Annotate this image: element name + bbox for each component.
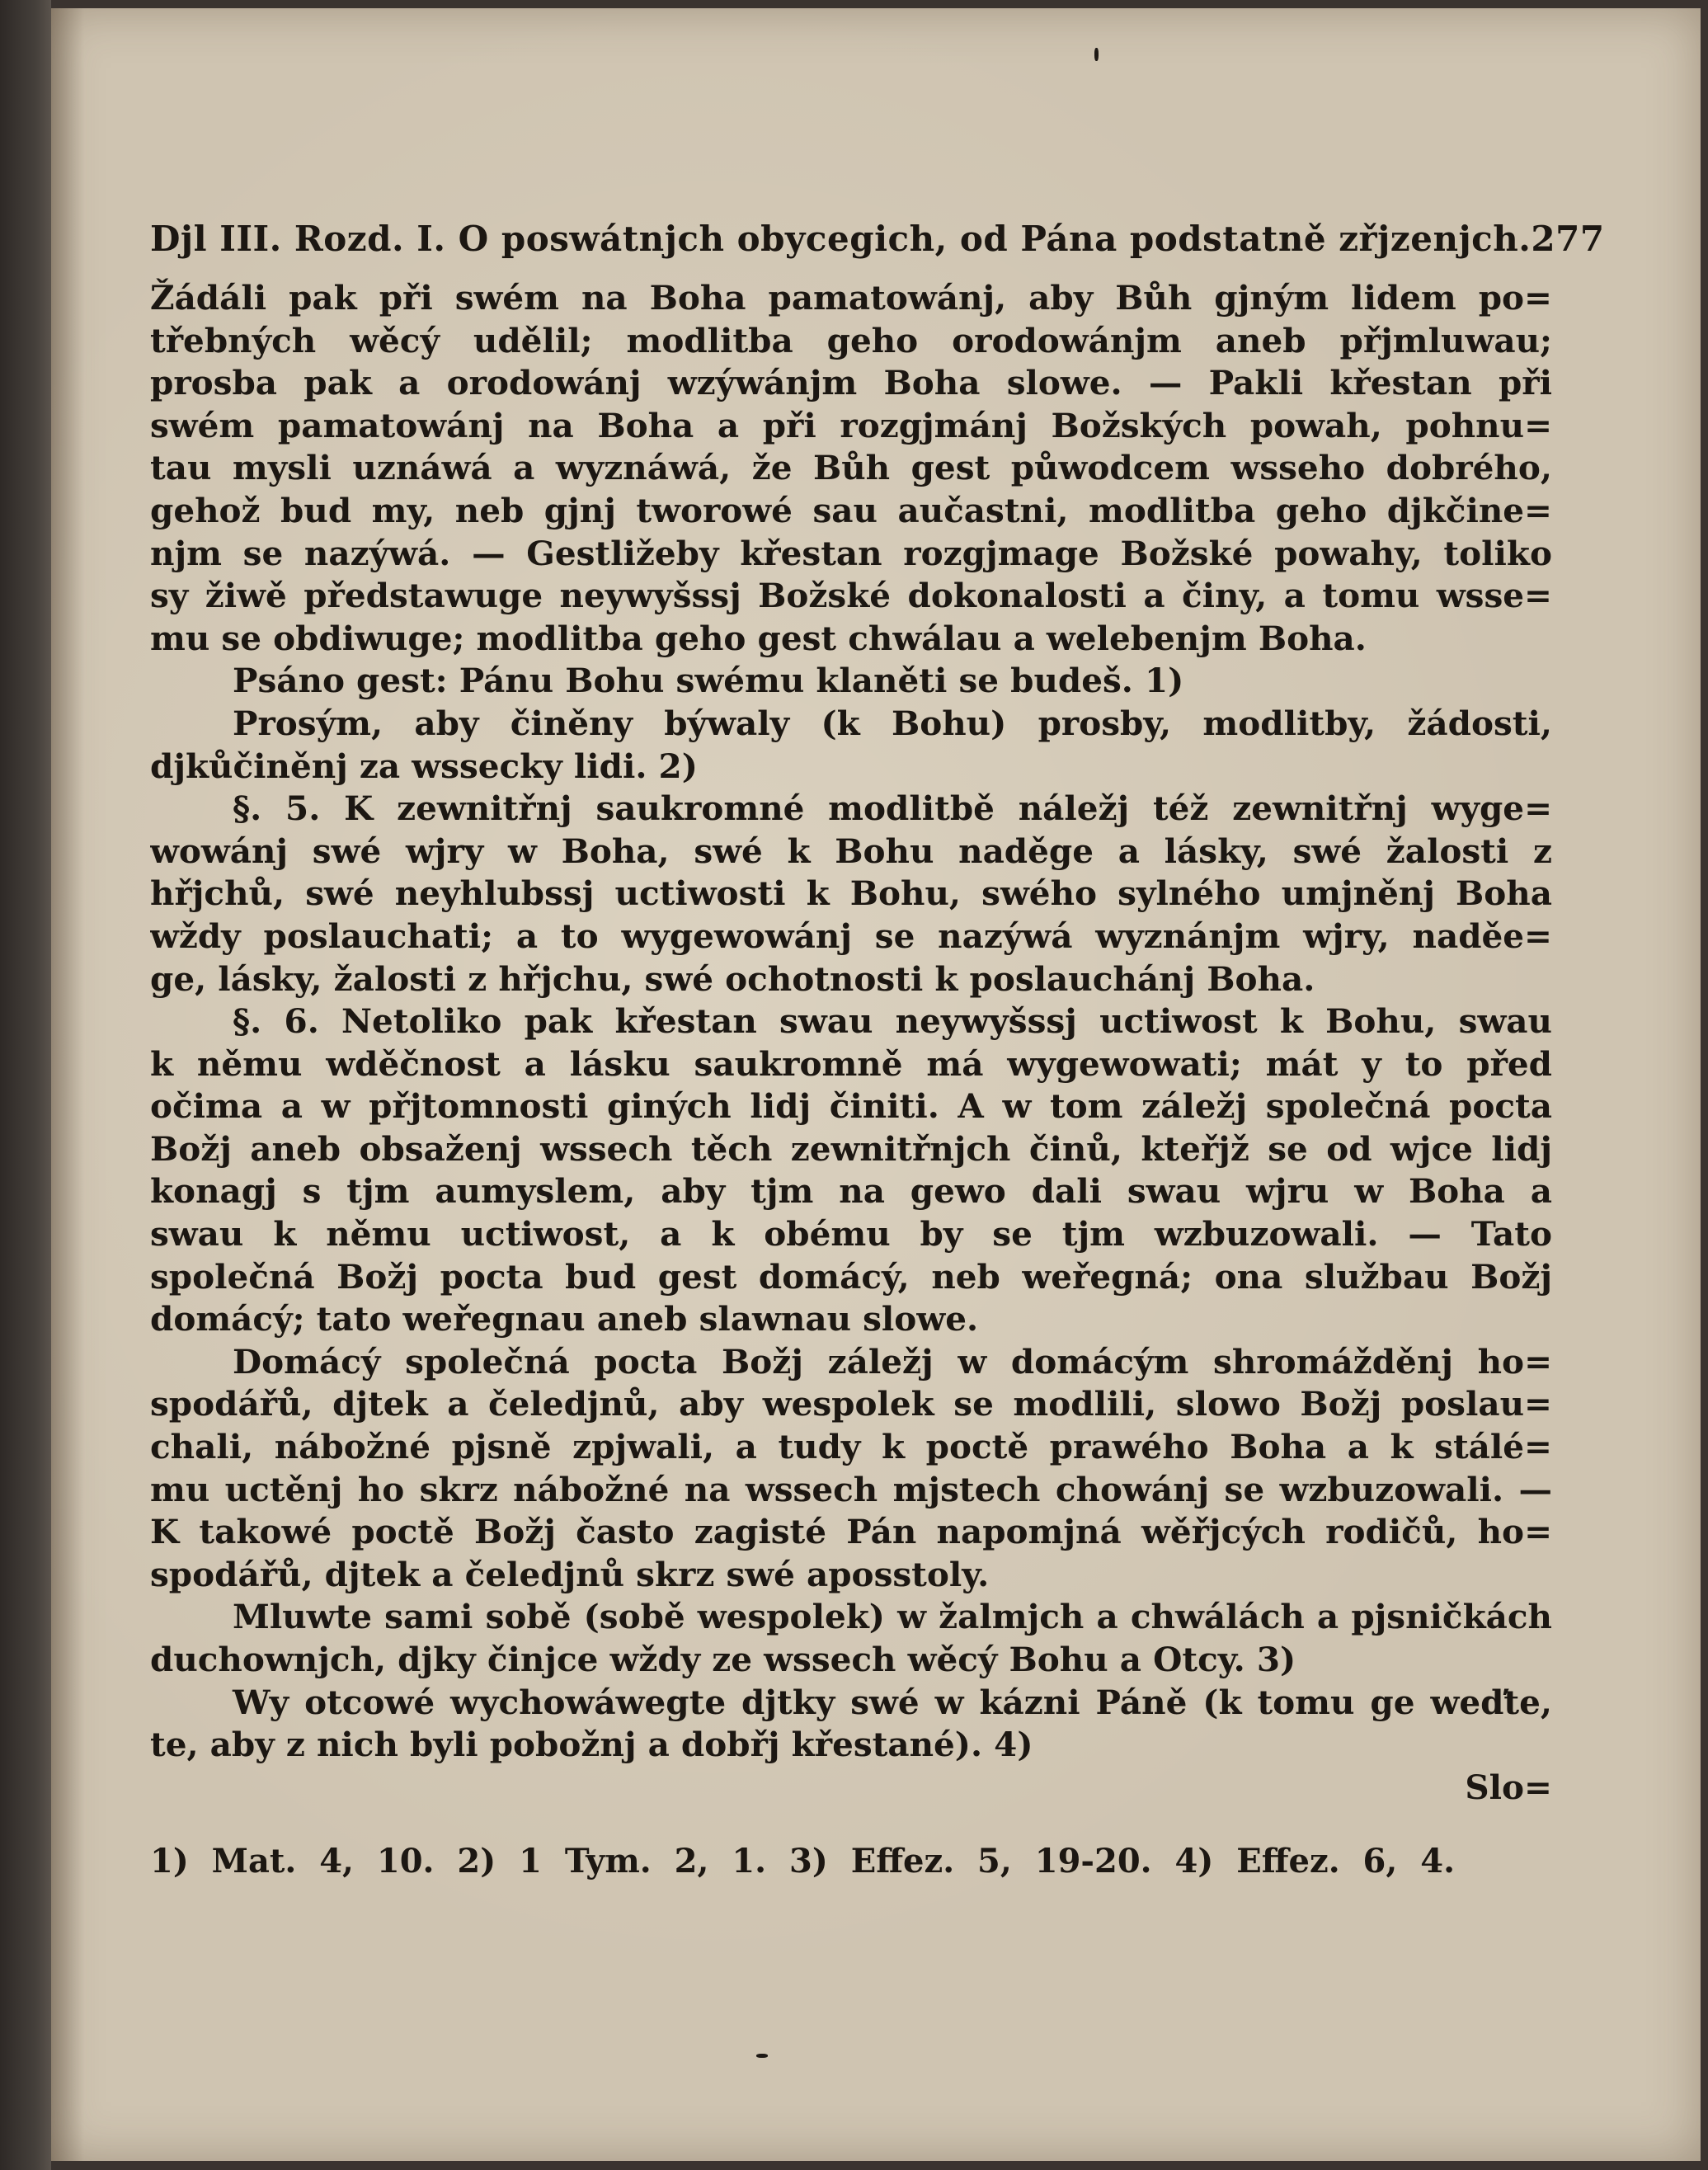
text-line: Božj aneb obsaženj wssech těch zewnitřnjch činů, kteřjž se od wjce lidj	[150, 1128, 1552, 1169]
running-header	[150, 219, 1605, 259]
footnote-1: 1) Mat. 4, 10.	[150, 1842, 435, 1881]
text-line: Prosým, aby činěny býwaly (k Bohu) prosby, modlitby, žádosti,	[233, 703, 1552, 743]
text-line: třebných wěcý udělil; modlitba geho orodowánjm aneb přjmluwau;	[150, 320, 1552, 360]
ink-mark	[756, 2054, 768, 2058]
text-line: konagj s tjm aumyslem, aby tjm na gewo dali swau wjru w Boha a	[150, 1171, 1552, 1212]
text-line: Wy otcowé wychowáwegte djtky swé w kázni Páně (k tomu ge weďte,	[233, 1682, 1552, 1722]
book-gutter	[0, 0, 51, 2170]
text-line: k němu wděčnost a lásku saukromně má wygewowati; mát y to před	[150, 1043, 1552, 1084]
text-line: te, aby z nich byli pobožnj a dobřj křestané). 4)	[150, 1725, 1033, 1765]
page-text	[150, 219, 1605, 1881]
text-line: spodářů, djtek a čeledjnů skrz swé aposstoly.	[150, 1554, 990, 1594]
text-line: Psáno gest: Pánu Bohu swému klaněti se budeš. 1)	[233, 661, 1184, 701]
text-line: Mluwte sami sobě (sobě wespolek) w žalmjch a chwálách a pjsničkách	[233, 1597, 1552, 1637]
footnote-2: 2) 1 Tym. 2, 1.	[457, 1842, 767, 1881]
text-line: domácý; tato weřegnau aneb slawnau slowe.	[150, 1299, 979, 1339]
text-line: prosba pak a orodowánj wzýwánjm Boha slowe. — Pakli křestan při	[150, 363, 1552, 403]
text-line: tau mysli uznáwá a wyznáwá, že Bůh gest půwodcem wsseho dobrého,	[150, 448, 1552, 488]
ink-mark	[1094, 48, 1099, 61]
text-line: §. 5. K zewnitřnj saukromné modlitbě náležj též zewnitřnj wyge=	[233, 788, 1552, 829]
text-line: mu uctěnj ho skrz nábožné na wssech mjstech chowánj se wzbuzowali. —	[150, 1469, 1552, 1509]
text-line: wowánj swé wjry w Boha, swé k Bohu naděge a lásky, swé žalosti z	[150, 831, 1552, 871]
footnotes	[150, 1842, 1552, 1881]
text-line: sy žiwě předstawuge neywyšssj Božské dokonalosti a činy, a tomu wsse=	[150, 576, 1552, 616]
text-line: mu se obdiwuge; modlitba geho gest chwálau a welebenjm Boha.	[150, 618, 1367, 658]
footnote-4: 4) Effez. 6, 4.	[1174, 1842, 1455, 1881]
text-line: duchownjch, djky činjce wždy ze wssech wěcý Bohu a Otcy. 3)	[150, 1640, 1296, 1679]
book-page	[51, 8, 1701, 2161]
text-line: spodářů, djtek a čeledjnů, aby wespolek se modlili, slowo Božj poslau=	[150, 1384, 1552, 1424]
text-line: §. 6. Netoliko pak křestan swau neywyšssj uctiwost k Bohu, swau	[233, 1001, 1552, 1042]
text-line: Žádáli pak při swém na Boha pamatowánj, aby Bůh gjným lidem po=	[150, 278, 1552, 318]
text-line: djkůčiněnj za wssecky lidi. 2)	[150, 746, 698, 786]
text-line: ge, lásky, žalosti z hřjchu, swé ochotnosti k poslauchánj Boha.	[150, 958, 1315, 999]
text-line: Domácý společná pocta Božj záležj w domácým shromážděnj ho=	[233, 1341, 1552, 1382]
body-text	[150, 277, 1552, 1809]
text-line: hřjchů, swé neyhlubssj uctiwosti k Bohu, swého sylného umjněnj Boha	[150, 873, 1552, 914]
text-line: K takowé poctě Božj často zagisté Pán napomjná wěřjcých rodičů, ho=	[150, 1512, 1552, 1552]
text-line: wždy poslauchati; a to wygewowánj se nazýwá wyznánjm wjry, naděe=	[150, 916, 1552, 956]
text-line: njm se nazýwá. — Gestližeby křestan rozgjmage Božské powahy, toliko	[150, 533, 1552, 573]
header-title: Djl III. Rozd. I. O poswátnjch obycegich, od Pána podstatně zřjzenjch.	[150, 219, 1532, 259]
text-line: společná Božj pocta bud gest domácý, neb weřegná; ona službau Božj	[150, 1256, 1552, 1297]
text-line: swau k němu uctiwost, a k obému by se tjm wzbuzowali. — Tato	[150, 1214, 1552, 1254]
text-line: očima a w přjtomnosti giných lidj činiti. A w tom záležj společná pocta	[150, 1086, 1552, 1127]
footnote-3: 3) Effez. 5, 19-20.	[789, 1842, 1152, 1881]
text-line: gehož bud my, neb gjnj tworowé sau aučastni, modlitba geho djkčine=	[150, 490, 1552, 530]
catchword: Slo=	[1465, 1767, 1552, 1807]
text-line: chali, nábožné pjsně zpjwali, a tudy k poctě prawého Boha a k stálé=	[150, 1427, 1552, 1467]
text-line: swém pamatowánj na Boha a při rozgjmánj Božských powah, pohnu=	[150, 405, 1552, 445]
page-number: 277	[1531, 219, 1605, 259]
